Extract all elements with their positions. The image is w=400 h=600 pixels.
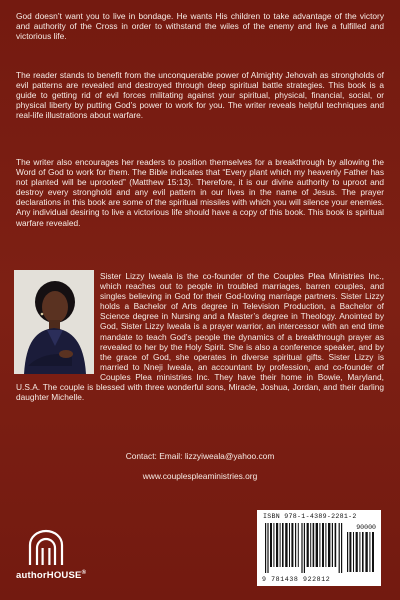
author-bio-text: Sister Lizzy Iweala is the co-founder of the Couples Plea Ministries Inc., which reaches out to people in troubled marriages, barren couples, and singles believing in God for their God-loving marriage partners. Sister Lizzy holds a Bachelor of Arts degree in Television Production, a Bachelor of Science degree in Nursing and a Master’s degree in Theology. Anointed by God, Sister Lizzy Iweala is a prayer warrior, an intercessor with an end time mandate to teach God’s people the dynamics of a breakthrough prayer as revealed to her by the Holy Spirit. She is also a conference speaker, and by the grace of God, she operates in diverse spiritual gifts. Sister Lizzy is married to Nneji Iweala, an accountant by profession, and co-founder of Couples Plea ministries Inc. They have their home in Bowie, Maryland, U.S.A. The couple is blessed with three wonderful sons, Miracle, Joshua, Jordan, and their darling daughter Michelle. xyxy=(16,271,384,403)
isbn-barcode-icon xyxy=(257,510,381,586)
contact-label: Contact: xyxy=(125,451,157,461)
website-line xyxy=(0,471,400,481)
barcode-digits: 9 781438 922812 xyxy=(262,576,331,583)
benefits-paragraph: The reader stands to benefit from the unconquerable power of Almighty Jehovah as strongholds of evil patterns are revealed and destroyed through deep spiritual battle strategies. This book is a guide to getting rid of evil forces militating against your spiritual, physical, financial, social, or physical liberty by putting God’s power to work for you. The writer reveals helpful techniques and real-life illustrations about warfare. xyxy=(16,70,384,121)
isbn-number: ISBN 978-1-4389-2281-2 xyxy=(263,513,357,520)
author-bio xyxy=(16,271,384,402)
website-link[interactable]: www.couplespleaministries.org xyxy=(142,471,258,481)
publisher-author: author xyxy=(16,570,47,581)
barcode-bars xyxy=(265,523,343,573)
contact-email[interactable]: Email: lizzyiweala@yahoo.com xyxy=(159,451,275,461)
photo-spacer xyxy=(16,271,100,377)
price-code: 90000 xyxy=(356,524,376,531)
intro-paragraph: God doesn’t want you to live in bondage. He wants His children to take advantage of the victory and authority of the Cross in order to withstand the wiles of the enemy and live a fulfilled and victorious life. xyxy=(16,11,384,42)
publisher-name xyxy=(16,570,86,581)
registered-mark: ® xyxy=(81,570,87,576)
publisher-house: HOUSE xyxy=(46,570,82,581)
encouragement-paragraph: The writer also encourages her readers to position themselves for a breakthrough by allowing the Word of God to work for them. The Bible indicates that “Every plant which my heavenly Father has not planted will be uprooted” (Matthew 15:13). Therefore, it is our divine authority to uproot and destroy every stronghold and any evil pattern in our lives in the name of Jesus. The prayer declarations in this book are some of the spiritual missiles with which you will silence your enemies. Any individual desiring to live a victorious life should have a copy of this book. This book is spiritual warfare revealed. xyxy=(16,157,384,228)
contact-line xyxy=(0,451,400,461)
price-barcode-bars xyxy=(347,532,375,572)
authorhouse-arch-logo-icon xyxy=(26,528,106,571)
